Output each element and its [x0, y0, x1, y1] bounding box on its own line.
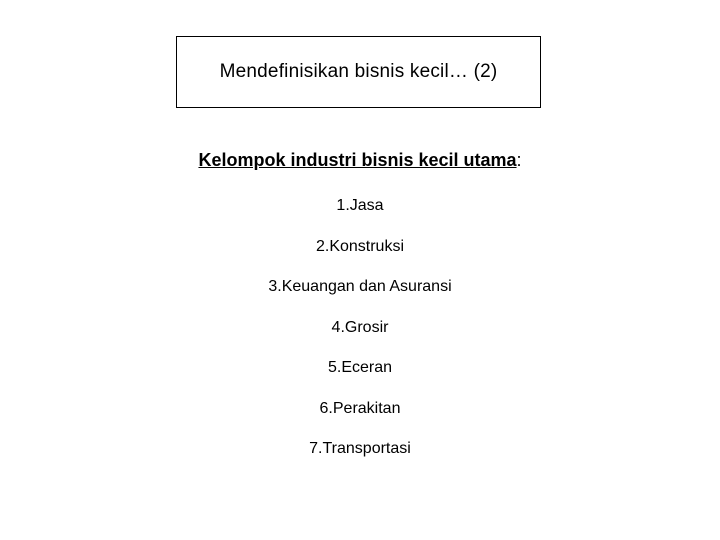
list-item: 4.Grosir — [331, 318, 389, 336]
list-item: 7.Transportasi — [309, 440, 411, 457]
slide-title: Mendefinisikan bisnis kecil… (2) — [219, 61, 498, 82]
industry-list — [0, 196, 720, 480]
list-item: 1.Jasa — [336, 197, 384, 214]
title-box — [176, 36, 541, 108]
list-item: 3.Keuangan dan Asuransi — [268, 278, 452, 295]
list-item: 2.Konstruksi — [315, 237, 405, 255]
heading-colon: : — [516, 150, 522, 170]
list-item: 6.Perakitan — [319, 399, 401, 417]
heading-text: Kelompok industri bisnis kecil utama — [198, 150, 517, 170]
list-item: 5.Eceran — [327, 359, 393, 376]
section-heading — [0, 150, 720, 171]
